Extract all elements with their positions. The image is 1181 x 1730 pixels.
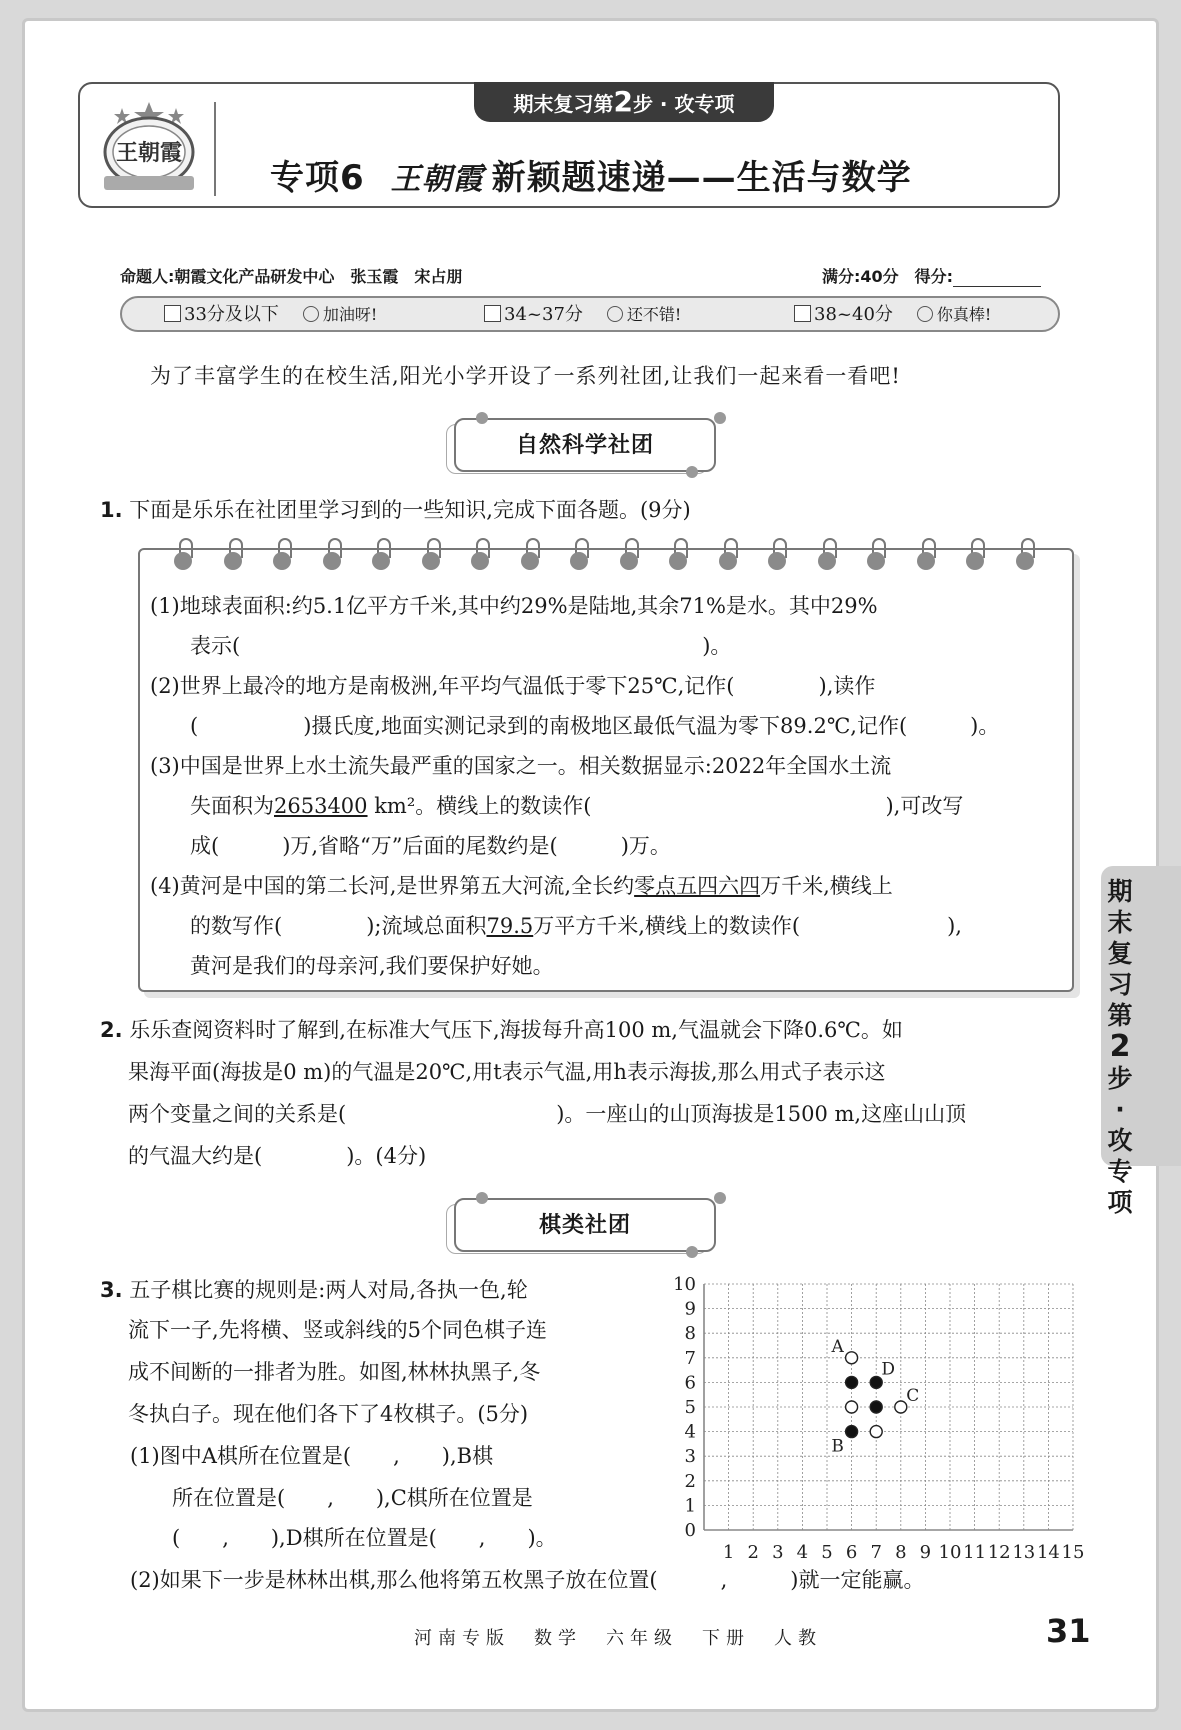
q1-text: 的数写作( );流域总面积 — [190, 914, 487, 938]
ring-hole — [372, 552, 390, 570]
x-tick-label: 5 — [821, 1542, 833, 1563]
ring-hole — [1016, 552, 1034, 570]
score-range: 34~37分 — [504, 304, 583, 325]
step-num: 2 — [613, 85, 633, 118]
score-item-2 — [484, 302, 681, 328]
step-tab — [474, 82, 774, 122]
ring-hole — [818, 552, 836, 570]
x-tick-labels — [723, 1542, 1085, 1563]
notebook-ring — [620, 538, 638, 572]
title-right: 新颖题速递——生活与数学 — [491, 158, 912, 198]
stone-labels — [830, 1337, 919, 1457]
banner-dot — [476, 1192, 488, 1204]
q1-text: km²。横线上的数读作( ),可改写 — [367, 794, 964, 818]
ring-hole — [323, 552, 341, 570]
y-tick-label: 3 — [684, 1446, 696, 1468]
q1-underlined-number: 2653400 — [274, 794, 368, 818]
y-tick-label: 7 — [684, 1347, 696, 1369]
q1-underlined-number: 零点五四六四 — [634, 874, 761, 898]
smiley-icon — [607, 306, 623, 322]
q3-line — [100, 1270, 528, 1310]
q1-text: 失面积为 — [190, 794, 274, 818]
q1-underlined-number: 79.5 — [486, 914, 534, 938]
black-stone — [870, 1401, 882, 1413]
logo — [94, 96, 204, 196]
score-line — [822, 264, 1041, 287]
notebook-ring — [224, 538, 242, 572]
y-tick-label: 9 — [684, 1298, 696, 1320]
y-tick-label: 5 — [684, 1397, 696, 1418]
score-range: 33分及以下 — [184, 304, 279, 325]
y-tick-label: 0 — [684, 1520, 696, 1541]
ring-hole — [669, 552, 687, 570]
ring-hole — [867, 552, 885, 570]
x-tick-label: 1 — [722, 1542, 735, 1563]
q1-line — [190, 906, 962, 946]
q3-line: (1)图中A棋所在位置是( , ),B棋 — [130, 1444, 494, 1468]
q1-line: (3)中国是世界上水土流失最严重的国家之一。相关数据显示:2022年全国水土流 — [150, 754, 892, 778]
step-prefix: 期末复习第 — [513, 92, 614, 116]
ring-hole — [273, 552, 291, 570]
banner-dot — [686, 466, 698, 478]
notebook-ring — [323, 538, 341, 572]
ring-hole — [570, 552, 588, 570]
notebook-ring — [372, 538, 390, 572]
x-tick-label: 6 — [845, 1542, 858, 1563]
x-tick-label: 4 — [796, 1542, 809, 1563]
q1-line: 成( )万,省略“万”后面的尾数约是( )万。 — [190, 834, 671, 858]
stone-label: B — [831, 1436, 844, 1457]
title-brand: 王朝霞 — [390, 162, 484, 197]
side-pre: 期末复习第 — [1107, 877, 1133, 1030]
notebook-ring — [471, 538, 489, 572]
stone-label: D — [881, 1359, 896, 1380]
y-tick-labels — [673, 1274, 696, 1541]
score-note: 还不错! — [626, 305, 682, 324]
x-tick-label: 11 — [963, 1542, 987, 1563]
gomoku-grid — [658, 1272, 1088, 1568]
score-bar — [120, 296, 1060, 332]
ring-hole — [174, 552, 192, 570]
score-item-3 — [794, 302, 991, 328]
grid-lines — [704, 1284, 1073, 1530]
x-tick-label: 13 — [1012, 1542, 1036, 1563]
ring-hole — [768, 552, 786, 570]
q3-line: 成不间断的一排者为胜。如图,林林执黑子,冬 — [128, 1360, 541, 1384]
q1-stem-text: 下面是乐乐在社团里学习到的一些知识,完成下面各题。(9分) — [129, 498, 691, 522]
q1-line: (2)世界上最冷的地方是南极洲,年平均气温低于零下25℃,记作( ),读作 — [150, 674, 876, 698]
white-stone — [846, 1352, 858, 1364]
q1-line: (1)地球表面积:约5.1亿平方千米,其中约29%是陆地,其余71%是水。其中29% — [150, 594, 878, 618]
black-stone — [846, 1426, 858, 1438]
y-tick-label: 10 — [673, 1274, 696, 1295]
q3-line: 流下一子,先将横、竖或斜线的5个同色棋子连 — [128, 1318, 548, 1342]
question-number: 1. — [100, 498, 123, 522]
notebook-ring — [669, 538, 687, 572]
q1-line: ( )摄氏度,地面实测记录到的南极地区最低气温为零下89.2℃,记作( )。 — [190, 714, 1000, 738]
q2-text: 乐乐查阅资料时了解到,在标准大气压下,海拔每升高100 m,气温就会下降0.6℃。如 — [129, 1018, 903, 1042]
notebook-ring — [521, 538, 539, 572]
x-tick-label: 3 — [772, 1542, 784, 1563]
q1-line — [190, 786, 963, 826]
full-score: 满分:40分 得分: — [822, 267, 954, 286]
stone-label: C — [906, 1386, 920, 1406]
q3-line: 冬执白子。现在他们各下了4枚棋子。(5分) — [128, 1402, 529, 1426]
q3-text: 五子棋比赛的规则是:两人对局,各执一色,轮 — [129, 1278, 528, 1302]
ring-hole — [917, 552, 935, 570]
question-number: 3. — [100, 1278, 123, 1302]
side-num: 2 — [1109, 1029, 1131, 1064]
author-line: 命题人:朝霞文化产品研发中心 张玉霞 宋占朋 — [120, 267, 463, 286]
x-tick-label: 10 — [938, 1542, 962, 1563]
q1-line — [150, 866, 893, 906]
step-suffix: 步 · 攻专项 — [632, 92, 735, 116]
stone-label: A — [831, 1336, 844, 1357]
white-stone — [895, 1401, 907, 1413]
intro-text: 为了丰富学生的在校生活,阳光小学开设了一系列社团,让我们一起来看一看吧! — [150, 364, 901, 388]
notebook-ring — [1016, 538, 1034, 572]
notebook-ring — [768, 538, 786, 572]
section-title: 棋类社团 — [538, 1212, 631, 1238]
title-left: 专项6 — [270, 158, 365, 198]
ring-hole — [966, 552, 984, 570]
white-stone — [870, 1426, 882, 1438]
checkbox-icon[interactable] — [484, 305, 501, 322]
logo-text: 王朝霞 — [115, 140, 183, 166]
q2-line: 果海平面(海拔是0 m)的气温是20℃,用t表示气温,用h表示海拔,那么用式子表示这 — [128, 1060, 886, 1084]
q2-line: 的气温大约是( )。(4分) — [128, 1144, 427, 1168]
ring-hole — [224, 552, 242, 570]
ring-hole — [620, 552, 638, 570]
page-number: 31 — [1046, 1612, 1091, 1650]
banner-dot — [714, 1192, 726, 1204]
side-post: 步·攻专项 — [1107, 1064, 1133, 1217]
section-banner-science — [446, 414, 726, 476]
q3-line: 所在位置是( , ),C棋所在位置是 — [172, 1486, 533, 1510]
banner-dot — [714, 412, 726, 424]
checkbox-icon[interactable] — [794, 305, 811, 322]
x-tick-label: 7 — [870, 1542, 882, 1563]
checkbox-icon[interactable] — [164, 305, 181, 322]
notebook-ring — [966, 538, 984, 572]
q1-text: (4)黄河是中国的第二长河,是世界第五大河流,全长约 — [150, 874, 635, 898]
score-note: 加油呀! — [322, 305, 378, 324]
notebook-ring — [867, 538, 885, 572]
notebook-ring — [917, 538, 935, 572]
section-banner-chess — [446, 1194, 726, 1256]
y-tick-label: 2 — [684, 1470, 696, 1492]
banner-dot — [476, 412, 488, 424]
black-stone — [846, 1376, 858, 1388]
notebook-ring — [818, 538, 836, 572]
q2-line: 两个变量之间的关系是( )。一座山的山顶海拔是1500 m,这座山山顶 — [128, 1102, 967, 1126]
notebook-ring — [570, 538, 588, 572]
logo-divider — [214, 102, 216, 196]
y-tick-label: 4 — [684, 1421, 696, 1443]
footer-text: 河南专版 数学 六年级 下册 人教 — [414, 1628, 822, 1649]
q3-line: ( , ),D棋所在位置是( , )。 — [172, 1526, 557, 1550]
q2-line — [100, 1010, 903, 1050]
side-tab-text — [1104, 876, 1136, 1218]
ring-hole — [422, 552, 440, 570]
ring-hole — [471, 552, 489, 570]
y-tick-label: 6 — [684, 1372, 696, 1394]
notebook-ring — [273, 538, 291, 572]
x-tick-label: 14 — [1036, 1542, 1060, 1563]
notebook-ring — [422, 538, 440, 572]
banner-dot — [686, 1246, 698, 1258]
score-item-1 — [164, 302, 377, 328]
ring-hole — [521, 552, 539, 570]
y-tick-label: 1 — [684, 1495, 696, 1517]
smiley-icon — [917, 306, 933, 322]
x-tick-label: 8 — [895, 1542, 907, 1563]
score-blank[interactable] — [953, 273, 1041, 287]
section-title: 自然科学社团 — [515, 432, 654, 458]
smiley-icon — [303, 306, 319, 322]
q1-text: 万平方千米,横线上的数读作( ), — [533, 914, 962, 938]
y-tick-label: 8 — [684, 1323, 696, 1345]
x-tick-label: 2 — [747, 1542, 759, 1563]
page-title — [270, 150, 912, 199]
q1-line: 黄河是我们的母亲河,我们要保护好她。 — [190, 954, 554, 978]
notebook-ring — [174, 538, 192, 572]
x-tick-label: 12 — [987, 1542, 1011, 1563]
q1-stem — [100, 490, 691, 530]
x-tick-label: 9 — [919, 1542, 932, 1563]
white-stone — [846, 1401, 858, 1413]
notebook-ring — [719, 538, 737, 572]
q1-text: 万千米,横线上 — [760, 874, 893, 898]
q3-line: (2)如果下一步是林林出棋,那么他将第五枚黑子放在位置( , )就一定能赢。 — [130, 1568, 925, 1592]
x-tick-label: 15 — [1061, 1542, 1085, 1563]
ring-hole — [719, 552, 737, 570]
score-range: 38~40分 — [814, 304, 893, 325]
q1-line: 表示( )。 — [190, 634, 732, 658]
score-note: 你真棒! — [936, 305, 992, 324]
question-number: 2. — [100, 1018, 123, 1042]
